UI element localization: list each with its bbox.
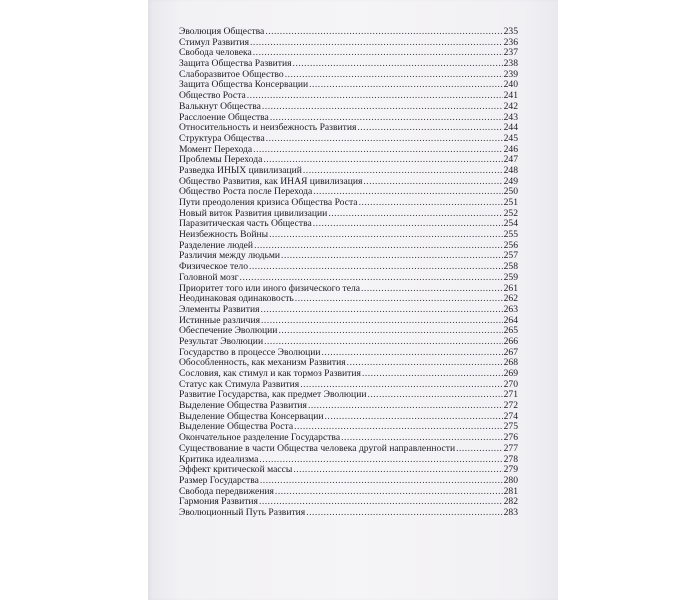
toc-entry-page: 248 [503,164,518,176]
toc-dot-leader [253,145,502,156]
toc-dot-leader [325,412,503,423]
toc-dot-leader [309,80,503,91]
toc-dot-leader [293,465,502,476]
toc-dot-leader [266,134,503,145]
toc-dot-leader [293,59,503,70]
toc-entry-page: 283 [503,506,518,518]
toc-dot-leader [261,316,503,327]
toc-entry-page: 250 [503,186,518,198]
toc-dot-leader [295,294,503,305]
toc-dot-leader [265,27,502,38]
toc-entry-page: 256 [503,239,518,251]
toc-entry-page: 238 [503,58,518,70]
toc-entry-title: Новый виток Развития цивилизации [179,207,328,219]
toc-entry-page: 280 [503,474,518,486]
toc-entry [179,508,518,519]
toc-entry-title: Общество Развития, как ИНАЯ цивилизация [179,175,363,187]
toc-dot-leader [260,476,503,487]
toc-entry-page: 251 [503,197,518,208]
toc-dot-leader [363,177,502,188]
toc-entry-page: 258 [503,261,518,273]
toc-dot-leader [306,508,502,519]
toc-entry-page: 282 [503,496,518,508]
toc-dot-leader [359,198,503,209]
toc-dot-leader [367,390,502,401]
toc-entry-title: Эволюция Общества [179,26,265,37]
toc-entry-title: Гармония Развития [179,496,258,508]
toc-entry-page: 257 [503,250,518,262]
toc-dot-leader [456,444,503,455]
toc-entry-page: 259 [503,271,518,283]
toc-entry-title: Неодинаковая одинаковость [179,293,294,305]
toc-entry-page: 275 [503,421,518,433]
toc-entry-page: 241 [503,90,518,102]
toc-dot-leader [281,251,503,262]
toc-dot-leader [249,262,503,273]
toc-dot-leader [247,91,503,102]
toc-entry-page: 266 [503,335,518,347]
toc-entry-page: 272 [503,400,518,412]
toc-entry-page: 270 [503,378,518,390]
table-of-contents [179,27,518,519]
toc-entry-page: 246 [503,143,518,155]
toc-dot-leader [240,273,503,284]
toc-entry-page: 254 [503,218,518,230]
toc-entry-title: Критика идеализма [179,453,259,465]
toc-dot-leader [362,369,503,380]
toc-entry-page: 264 [503,314,518,326]
toc-entry-title: Общество Роста [179,90,246,102]
toc-entry-page: 245 [503,132,518,144]
toc-dot-leader [322,348,503,359]
toc-entry-page: 236 [503,36,518,48]
toc-dot-leader [285,70,503,81]
toc-entry-title: Расслоение Общества [179,111,269,123]
toc-entry-page: 263 [503,303,518,315]
toc-entry [179,102,518,113]
toc-entry-page: 279 [503,464,518,476]
toc-entry-page: 278 [503,453,518,465]
toc-entry-page: 261 [503,282,518,294]
toc-entry-title: Развитие Государства, как предмет Эволюции [179,389,367,401]
toc-entry-title: Окончательное разделение Государства [179,432,341,444]
toc-dot-leader [254,241,503,252]
toc-entry-title: Истинные различия [179,314,261,326]
toc-entry-title: Государство в процессе Эволюции [179,346,321,358]
toc-dot-leader [278,326,502,337]
toc-dot-leader [313,219,503,230]
toc-entry-page: 271 [503,389,518,401]
toc-entry-title: Разделение людей [179,239,254,251]
toc-entry-page: 276 [503,432,518,444]
toc-dot-leader [261,305,503,316]
toc-entry-title: Паразитическая часть Общества [179,218,312,230]
toc-entry-title: Структура Общества [179,132,265,144]
toc-entry-title: Физическое тело [179,261,248,273]
toc-entry-page: 249 [503,175,518,187]
toc-dot-leader [357,123,502,134]
toc-entry-page: 262 [503,293,518,305]
toc-dot-leader [347,358,503,369]
toc-entry-title: Приоритет того или иного физического тела [179,282,361,294]
toc-entry-page: 242 [503,100,518,112]
toc-dot-leader [259,455,502,466]
toc-entry-title: Выделение Общества Консервации [179,410,324,422]
toc-entry [179,273,518,284]
toc-entry-title: Слаборазвитое Общество [179,68,284,80]
toc-entry-title: Защита Общества Развития [179,58,292,70]
toc-entry-title: Проблемы Перехода [179,154,263,166]
toc-entry [179,305,518,316]
toc-dot-leader [328,209,502,220]
toc-entry-title: Защита Общества Консервации [179,79,309,91]
toc-dot-leader [250,38,503,49]
toc-entry-title: Выделение Общества Роста [179,421,294,433]
toc-entry-page: 268 [503,357,518,369]
toc-entry-page: 269 [503,368,518,379]
toc-entry-title: Валькнут Общества [179,100,261,112]
toc-entry-page: 240 [503,79,518,91]
toc-entry [179,476,518,487]
toc-entry-title: Сословия, как стимул и как тормоз Развития [179,368,361,379]
toc-entry-page: 243 [503,111,518,123]
toc-entry-page: 281 [503,485,518,497]
toc-entry-page: 239 [503,68,518,80]
toc-entry-page: 244 [503,122,518,134]
toc-entry [179,444,518,455]
toc-entry-title: Существование в части Общества человека другой направленности [179,442,456,454]
toc-entry-title: Головной мозг [179,271,239,283]
toc-dot-leader [269,230,503,241]
toc-entry-page: 274 [503,410,518,422]
toc-entry-page: 267 [503,346,518,358]
toc-entry-title: Обеспечение Эволюции [179,325,278,337]
toc-dot-leader [361,284,503,295]
toc-dot-leader [262,102,503,113]
toc-entry-title: Обособленность, как механизм Развития [179,357,346,369]
toc-entry-title: Неизбежность Войны [179,229,269,241]
toc-entry-title: Статус как Стимула Развития [179,378,300,390]
toc-entry-page: 235 [503,26,518,37]
toc-entry-page: 247 [503,154,518,166]
toc-entry-title: Свобода человека [179,47,252,59]
toc-entry-title: Стимул Развития [179,36,250,48]
toc-entry-title: Элементы Развития [179,303,260,315]
toc-entry-page: 265 [503,325,518,337]
toc-entry-title: Выделение Общества Развития [179,400,307,412]
toc-entry-title: Момент Перехода [179,143,253,155]
toc-entry-title: Эволюционный Путь Развития [179,506,306,518]
toc-entry-page: 252 [503,207,518,219]
toc-entry [179,134,518,145]
toc-entry-title: Относительность и неизбежность Развития [179,122,357,134]
toc-entry-page: 255 [503,229,518,241]
toc-entry-title: Различия между людьми [179,250,281,262]
toc-entry-page: 237 [503,47,518,59]
toc-entry-title: Результат Эволюции [179,335,264,347]
toc-entry-title: Пути преодоления кризиса Общества Роста [179,197,358,208]
toc-entry-page: 277 [503,442,518,454]
toc-entry-title: Общество Роста после Перехода [179,186,313,198]
toc-entry-title: Размер Государства [179,474,259,486]
toc-entry-title: Эффект критической массы [179,464,293,476]
toc-entry-title: Свобода передвижения [179,485,274,497]
toc-dot-leader [275,487,503,498]
toc-entry-title: Разведка ИНЫХ цивилизаций [179,164,302,176]
toc-dot-leader [308,401,503,412]
